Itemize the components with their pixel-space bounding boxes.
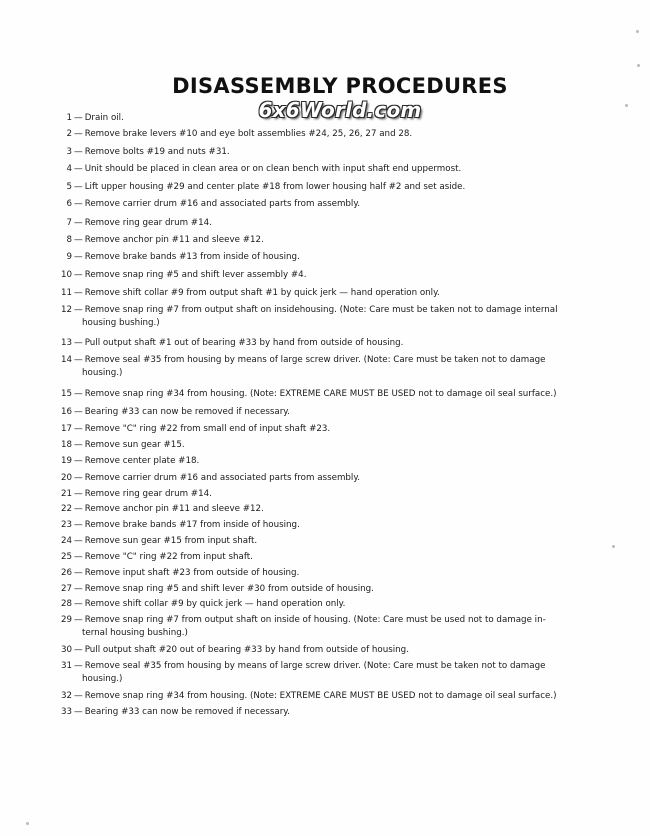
list-item (58, 690, 557, 703)
step-number: 33 (60, 707, 72, 717)
step-number: 15 (60, 389, 72, 399)
step-dash: — (74, 473, 83, 483)
step-number: 27 (60, 584, 72, 594)
list-item (58, 354, 606, 380)
list-item (58, 614, 606, 640)
step-number: 6 (66, 199, 72, 209)
step-dash: — (74, 182, 83, 192)
step-dash: — (74, 218, 83, 228)
list-item (58, 503, 264, 516)
step-text: Remove shift collar #9 by quick jerk — hand operation only. (84, 599, 346, 609)
step-text: Remove center plate #18. (84, 456, 200, 466)
step-number: 31 (60, 661, 72, 671)
step-dash: — (74, 305, 83, 315)
list-item (58, 287, 440, 300)
list-item (58, 163, 461, 176)
step-number: 3 (66, 147, 72, 157)
step-number: 12 (60, 305, 72, 315)
step-dash: — (74, 147, 83, 157)
step-dash: — (74, 599, 83, 609)
step-number: 26 (60, 568, 72, 578)
list-item (58, 251, 300, 264)
step-dash: — (74, 270, 83, 280)
step-number: 25 (60, 552, 72, 562)
step-dash: — (74, 504, 83, 514)
list-item (58, 455, 199, 468)
step-dash: — (74, 440, 83, 450)
step-number: 22 (60, 504, 72, 514)
step-text: Drain oil. (84, 113, 124, 123)
list-item (58, 388, 557, 401)
list-item (58, 583, 374, 596)
list-item (58, 146, 230, 159)
scan-speck (637, 64, 640, 67)
list-item (58, 660, 606, 686)
step-number: 7 (66, 218, 72, 228)
step-number: 10 (60, 270, 72, 280)
step-text: Remove bolts #19 and nuts #31. (84, 147, 230, 157)
step-text: Remove seal #35 from housing by means of large screw driver. (Note: Care must be taken not to damage (84, 355, 546, 365)
list-item (58, 439, 185, 452)
step-dash: — (74, 584, 83, 594)
step-text: Remove carrier drum #16 and associated parts from assembly. (84, 199, 360, 209)
step-dash: — (74, 489, 83, 499)
step-number: 16 (60, 407, 72, 417)
step-number: 11 (60, 288, 72, 298)
step-number: 21 (60, 489, 72, 499)
step-dash: — (74, 615, 83, 625)
step-text: Pull output shaft #1 out of bearing #33 by hand from outside of housing. (84, 338, 404, 348)
step-text: Remove snap ring #34 from housing. (Note: EXTREME CARE MUST BE USED not to damage oil seal surface.) (84, 691, 557, 701)
step-text: Remove shift collar #9 from output shaft #1 by quick jerk — hand operation only. (84, 288, 440, 298)
list-item (58, 598, 345, 611)
step-dash: — (74, 288, 83, 298)
list-item (58, 269, 306, 282)
step-text: Remove brake bands #13 from inside of housing. (84, 252, 300, 262)
step-dash: — (74, 129, 83, 139)
scan-speck (636, 30, 639, 33)
step-text: Remove anchor pin #11 and sleeve #12. (84, 504, 264, 514)
step-dash: — (74, 424, 83, 434)
list-item (58, 706, 290, 719)
step-dash: — (74, 691, 83, 701)
list-item (58, 181, 465, 194)
step-text: Remove seal #35 from housing by means of large screw driver. (Note: Care must be taken not to damage (84, 661, 546, 671)
step-number: 8 (66, 235, 72, 245)
list-item (58, 128, 412, 141)
step-number: 9 (66, 252, 72, 262)
step-dash: — (74, 113, 83, 123)
list-item (58, 198, 360, 211)
step-number: 18 (60, 440, 72, 450)
step-text: Remove sun gear #15 from input shaft. (84, 536, 258, 546)
step-text: Bearing #33 can now be removed if necessary. (84, 707, 290, 717)
step-text: Remove brake bands #17 from inside of housing. (84, 520, 300, 530)
step-text: Remove anchor pin #11 and sleeve #12. (84, 235, 264, 245)
step-number: 24 (60, 536, 72, 546)
step-number: 20 (60, 473, 72, 483)
step-number: 13 (60, 338, 72, 348)
page-title: DISASSEMBLY PROCEDURES (172, 74, 508, 98)
step-text: Remove snap ring #5 and shift lever assembly #4. (84, 270, 307, 280)
step-text: Remove input shaft #23 from outside of housing. (84, 568, 300, 578)
list-item (58, 217, 212, 230)
step-text: Bearing #33 can now be removed if necessary. (84, 407, 290, 417)
step-dash: — (74, 661, 83, 671)
list-item (58, 423, 330, 436)
step-dash: — (74, 389, 83, 399)
step-dash: — (74, 645, 83, 655)
step-text: Remove ring gear drum #14. (84, 489, 212, 499)
step-text: Remove snap ring #5 and shift lever #30 from outside of housing. (84, 584, 374, 594)
step-text: Remove ring gear drum #14. (84, 218, 212, 228)
step-number: 23 (60, 520, 72, 530)
step-text: Pull output shaft #20 out of bearing #33 by hand from outside of housing. (84, 645, 409, 655)
list-item (58, 472, 360, 485)
list-item (58, 644, 409, 657)
step-dash: — (74, 568, 83, 578)
step-text: Remove snap ring #34 from housing. (Note: EXTREME CARE MUST BE USED not to damage oil seal surface.) (84, 389, 557, 399)
list-item (58, 551, 253, 564)
list-item (58, 112, 124, 125)
step-dash: — (74, 235, 83, 245)
step-number: 32 (60, 691, 72, 701)
list-item (58, 488, 212, 501)
step-text: Unit should be placed in clean area or on clean bench with input shaft end uppermost. (84, 164, 462, 174)
step-number: 4 (66, 164, 72, 174)
step-dash: — (74, 252, 83, 262)
step-number: 19 (60, 456, 72, 466)
scan-speck (26, 822, 29, 825)
step-text: Remove "C" ring #22 from input shaft. (84, 552, 253, 562)
list-item (58, 567, 299, 580)
step-dash: — (74, 338, 83, 348)
step-text-continued: housing bushing.) (82, 318, 160, 328)
step-number: 28 (60, 599, 72, 609)
step-text-continued: ternal housing bushing.) (82, 628, 188, 638)
list-item (58, 337, 403, 350)
list-item (58, 234, 264, 247)
step-dash: — (74, 456, 83, 466)
step-text: Remove snap ring #7 from output shaft on insidehousing. (Note: Care must be taken not to damage internal (84, 305, 558, 315)
step-number: 14 (60, 355, 72, 365)
step-text: Lift upper housing #29 and center plate #18 from lower housing half #2 and set aside. (84, 182, 466, 192)
list-item (58, 535, 257, 548)
step-dash: — (74, 199, 83, 209)
step-dash: — (74, 707, 83, 717)
list-item (58, 304, 606, 330)
step-dash: — (74, 355, 83, 365)
step-number: 2 (66, 129, 72, 139)
step-text: Remove carrier drum #16 and associated parts from assembly. (84, 473, 360, 483)
step-dash: — (74, 164, 83, 174)
step-dash: — (74, 520, 83, 530)
watermark-logo: 6x6World.com (258, 98, 422, 122)
step-dash: — (74, 552, 83, 562)
scan-speck (612, 545, 615, 548)
step-number: 30 (60, 645, 72, 655)
step-number: 17 (60, 424, 72, 434)
step-dash: — (74, 407, 83, 417)
step-dash: — (74, 536, 83, 546)
scan-speck (625, 104, 628, 107)
step-text: Remove "C" ring #22 from small end of input shaft #23. (84, 424, 331, 434)
list-item (58, 519, 300, 532)
step-number: 5 (66, 182, 72, 192)
step-text: Remove snap ring #7 from output shaft on inside of housing. (Note: Care must be used not to damage in- (84, 615, 546, 625)
step-text: Remove sun gear #15. (84, 440, 185, 450)
list-item (58, 406, 290, 419)
step-text: Remove brake levers #10 and eye bolt assemblies #24, 25, 26, 27 and 28. (84, 129, 413, 139)
step-number: 29 (60, 615, 72, 625)
step-text-continued: housing.) (82, 674, 123, 684)
step-number: 1 (66, 113, 72, 123)
step-text-continued: housing.) (82, 368, 123, 378)
